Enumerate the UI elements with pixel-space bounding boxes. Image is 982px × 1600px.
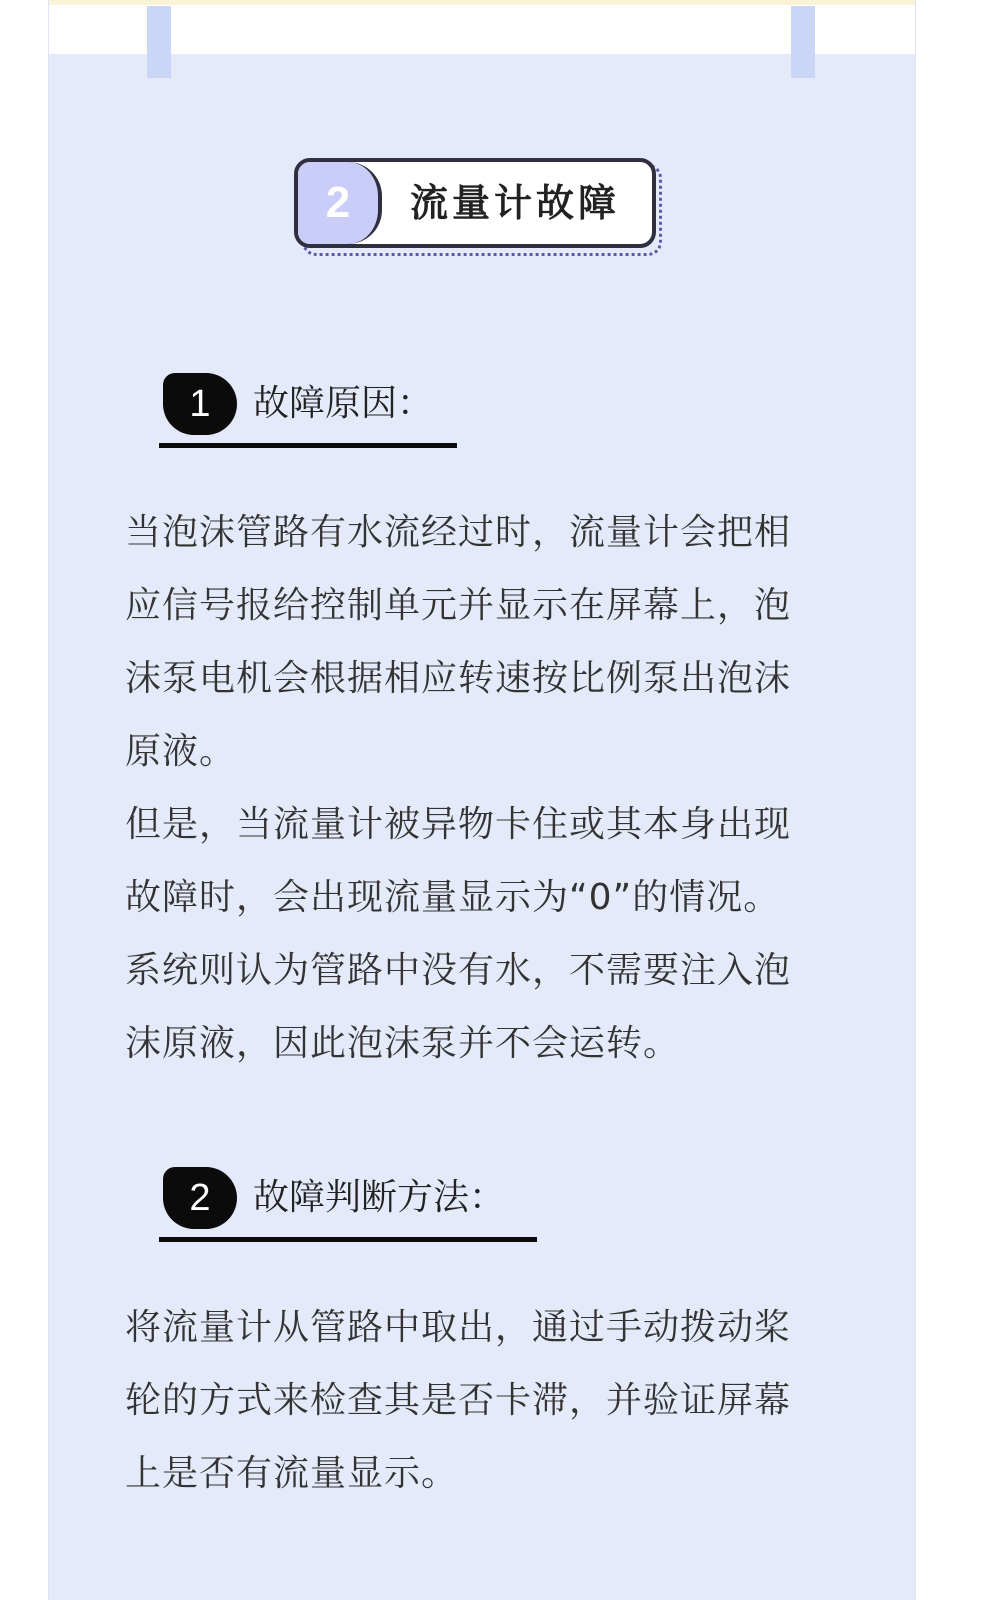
paragraph-line: 将流量计从管路中取出，通过手动拨动桨 [125,1307,792,1348]
cause-heading-underline [159,443,457,448]
paragraph-line: 应信号报给控制单元并显示在屏幕上，泡 [125,585,792,626]
method-paragraph [125,1291,845,1510]
cause-paragraph [125,496,845,1080]
method-heading-label: 故障判断方法： [253,1177,506,1218]
paragraph-line: 故障时，会出现流量显示为“0”的情况。 [125,877,781,918]
paragraph-line: 原液。 [125,731,237,772]
paragraph-line: 系统则认为管路中没有水，不需要注入泡 [125,950,792,991]
paragraph-line: 上是否有流量显示。 [125,1453,459,1494]
paragraph-line: 但是，当流量计被异物卡住或其本身出现 [125,804,792,845]
paragraph-line: 当泡沫管路有水流经过时，流量计会把相 [125,512,792,553]
top-band-edge [49,0,915,5]
section-title-badge [294,158,656,248]
paragraph-line: 沫泵电机会根据相应转速按比例泵出泡沫 [125,658,792,699]
cause-heading-label: 故障原因： [253,383,434,424]
top-band [49,0,915,54]
method-number-badge: 2 [163,1167,237,1229]
cause-number-badge: 1 [163,373,237,435]
paragraph-line: 沫原液，因此泡沫泵并不会运转。 [125,1023,681,1064]
paragraph-line: 轮的方式来检查其是否卡滞，并验证屏幕 [125,1380,792,1421]
section-number: 2 [298,162,382,244]
method-heading-underline [159,1237,537,1242]
section-title: 流量计故障 [410,181,621,225]
decorative-pillar-right [791,6,815,78]
article-card [48,0,916,1600]
decorative-pillar-left [147,6,171,78]
